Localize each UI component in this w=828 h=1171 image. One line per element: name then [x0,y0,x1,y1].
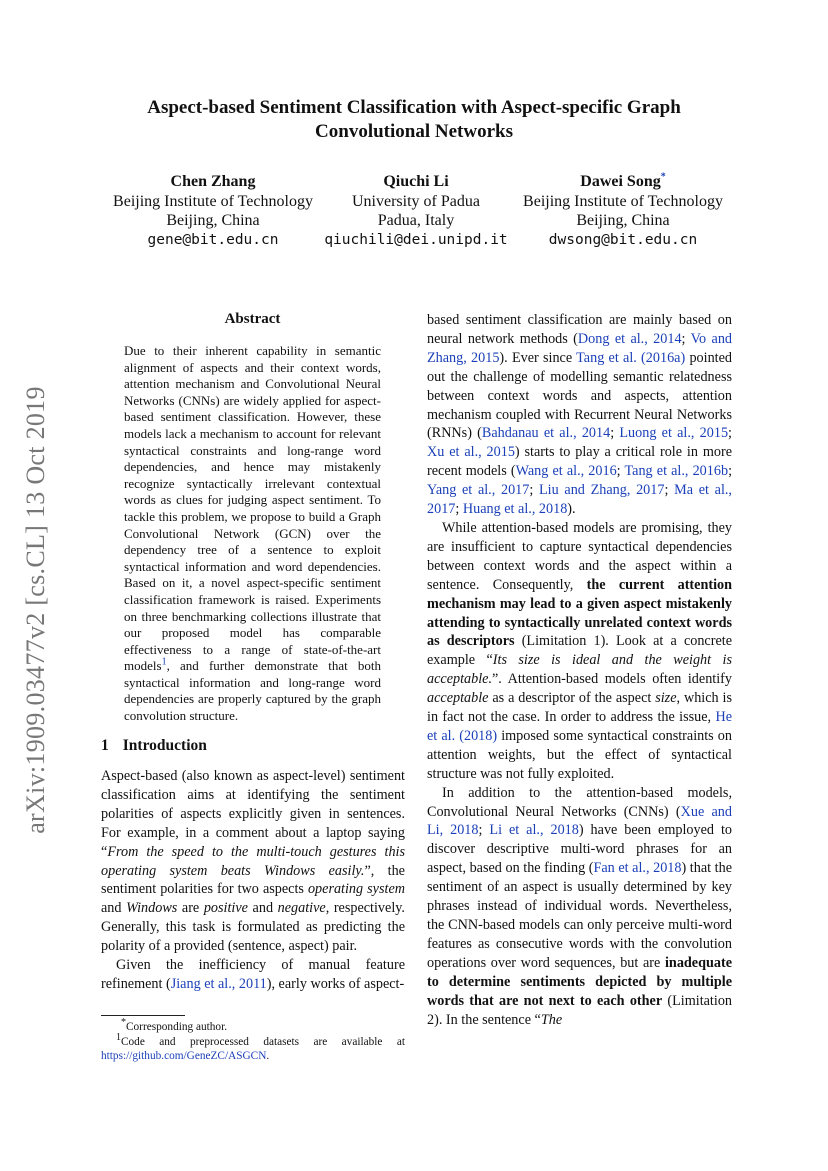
text: imposed some syntactical constraints on attention weights, but the effect of syntactical structure was not fully exploited. [427,727,732,782]
text: ). Ever since [499,349,577,366]
example-term: size [655,690,677,707]
intro-paragraph-3 [427,311,732,519]
citation-link[interactable]: Huang et al., 2018 [462,501,568,518]
text: ”, the sentiment polarities for two aspects [101,862,405,898]
footnote-number: 1 [116,1031,121,1043]
code-url-link[interactable]: https://github.com/GeneZC/ASGCN [101,1050,267,1062]
arxiv-identifier: arXiv:1909.03477v2 [cs.CL] 13 Oct 2019 [21,386,50,834]
intro-paragraph-2 [101,956,405,994]
abstract-body [124,343,381,725]
text: ) have been employed to discover descriptive multi-word phrases for an aspect, based on the finding ( [427,822,732,877]
citation-link[interactable]: Xu et al., 2015 [427,444,515,461]
limitation-2-statement: inadequate to determine sentiments depicted by multiple words that are not next to each other [427,954,732,1009]
text: ; [455,501,463,518]
text: ) starts to play a critical role in more recent models ( [427,444,732,480]
text: , respectively. Generally, this task is formulated as predicting the polarity of a provided (sentence, aspect) pair. [101,900,405,955]
citation-link[interactable]: Yang et al., 2017 [427,482,530,499]
intro-paragraph-4 [427,519,732,784]
text: and [101,900,127,917]
left-column-body [101,767,405,994]
footnote-text: Corresponding author. [126,1021,228,1033]
title-line-1: Aspect-based Sentiment Classification with Aspect-specific Graph [147,97,681,118]
author-name: Qiuchi Li [383,173,449,190]
text: are [177,900,204,917]
text: ) that the sentiment of an aspect is usually determined by key phrases instead of individual words. Nevertheless, the CNN-based models can only perceive multi-word features as consecutive words with the convolution operations over word sequences, but are [427,860,732,971]
text: ; [728,425,732,442]
text: , which is in fact not the case. In order to address the issue, [427,690,732,726]
section-title: Introduction [122,737,207,754]
intro-paragraph-5 [427,784,732,1030]
citation-link[interactable]: He et al. (2018) [427,709,732,744]
author-block-3 [515,172,731,250]
section-number: 1 [101,737,109,754]
author-name: Dawei Song [580,173,661,190]
citation-link[interactable]: Tang et al. (2016a) [576,349,686,366]
title-line-2: Convolutional Networks [315,121,513,142]
text: . [266,1050,270,1062]
author-email[interactable]: qiuchili@dei.unipd.it [324,231,508,248]
example-term: acceptable [427,690,489,707]
text: ; [664,482,675,499]
footnote-code [101,1031,405,1064]
author-block-2 [310,172,522,250]
author-email[interactable]: gene@bit.edu.cn [147,231,279,248]
citation-link[interactable]: Xue and Li, 2018 [427,803,732,839]
citation-link[interactable]: Jiang et al., 2011 [170,975,267,992]
author-affiliation: University of Padua [352,192,480,210]
author-name-line [515,172,731,192]
text: (Limitation 1). Look at a concrete example “ [427,633,732,669]
citation-link[interactable]: Tang et al., 2016b [624,463,729,480]
author-location: Beijing, China [166,212,260,229]
citation-link[interactable]: Li et al., 2018 [489,822,579,839]
polarity-term: positive [203,900,248,917]
author-block-1 [105,172,321,250]
author-affiliation: Beijing Institute of Technology [523,192,723,210]
citation-link[interactable]: Dong et al., 2014 [577,330,682,347]
corresponding-mark[interactable]: * [660,171,666,183]
text: ; [478,822,490,839]
abstract-text: Due to their inherent capability in semantic alignment of aspects and their context words, attention mechanism and Convolutional Neural Networks (CNNs) are widely applied for aspect-based sentiment classification. However, these models lack a mechanism to account for relevant syntactical constraints and long-range word dependencies, and hence may mistakenly recognize syntactically irrelevant contextual words as clues for judging aspect sentiment. To tackle this problem, we propose to build a Graph Convolutional Network (GCN) over the dependency tree of a sentence to exploit syntactical information and word dependencies. Based on it, a novel aspect-specific sentiment classification framework is raised. Experiments on three benchmarking collections illustrate that our proposed model has comparable effectiveness to a range of state-of-the-art models [124,343,381,674]
footnote-text: Code and preprocessed datasets are available at [121,1035,405,1048]
text: ). [567,501,576,518]
example-sentence: From the speed to the multi-touch gestures this operating system beats Windows easily. [101,843,405,879]
abstract-text-end: , and further demonstrate that both syntactical information and long-range word dependencies are properly captured by the graph convolution structure. [124,658,381,724]
right-column-body [427,311,732,1029]
citation-link[interactable]: Vo and Zhang, 2015 [427,330,733,366]
footnote-star: * [121,1017,126,1029]
author-affiliation: Beijing Institute of Technology [113,192,313,210]
text: pointed out the challenge of modelling semantic relatedness between context words and aspects, attention mechanism coupled with Recurrent Neural Networks (RNNs) ( [427,349,732,442]
text: ), early works of aspect- [266,975,405,992]
limitation-1-statement: the current attention mechanism may lead to a given aspect mistakenly attending to syntactically unrelated context words as descriptors [427,576,732,650]
paper-title [100,96,728,144]
example-sentence-start: The [540,1011,563,1028]
footnote-divider [101,1015,185,1016]
text: and [247,900,278,917]
abstract-heading: Abstract [224,311,281,327]
citation-link[interactable]: Luong et al., 2015 [619,425,729,442]
example-sentence: Its size is ideal and the weight is acceptable. [427,652,732,688]
text: based sentiment classification are mainly based on neural network methods ( [427,312,732,347]
text: (Limitation 2). In the sentence “ [427,992,733,1028]
arxiv-stamp [16,360,56,860]
text: ; [681,330,691,347]
text: ; [529,482,539,499]
text: as a descriptor of the aspect [488,690,656,707]
abstract-paragraph [124,343,381,725]
author-email[interactable]: dwsong@bit.edu.cn [548,231,698,248]
author-location: Beijing, China [576,212,670,229]
author-location: Padua, Italy [377,212,455,229]
footnotes [101,1017,405,1064]
text: ; [610,425,620,442]
aspect-term: Windows [126,900,178,917]
text: Aspect-based (also known as aspect-level) sentiment classification aims at identifying the sentiment polarities of aspects explicitly given in sentences. For example, in a comment about a laptop saying “ [101,768,405,860]
text: While attention-based models are promising, they are insufficient to capture syntactical dependencies between context words and the aspect within a sentence. Consequently, [427,519,732,593]
text: In addition to the attention-based models, Convolutional Neural Networks (CNNs) ( [427,784,732,820]
text: ”. Attention-based models often identify [492,671,732,688]
citation-link[interactable]: Liu and Zhang, 2017 [539,482,665,499]
author-name: Chen Zhang [170,173,256,190]
citation-link[interactable]: Wang et al., 2016 [515,463,617,480]
text: ; [616,463,625,480]
citation-link[interactable]: Bahdanau et al., 2014 [481,425,611,442]
text: Given the inefficiency of manual feature refinement ( [101,957,405,992]
aspect-term: operating system [307,881,405,898]
footnote-mark[interactable]: 1 [161,656,167,668]
text: ; [728,463,733,480]
section-heading [101,737,207,755]
polarity-term: negative [277,900,326,917]
citation-link[interactable]: Ma et al., 2017 [427,482,732,518]
citation-link[interactable]: Fan et al., 2018 [593,860,682,877]
intro-paragraph-1 [101,767,405,956]
footnote-corresponding [101,1017,405,1035]
